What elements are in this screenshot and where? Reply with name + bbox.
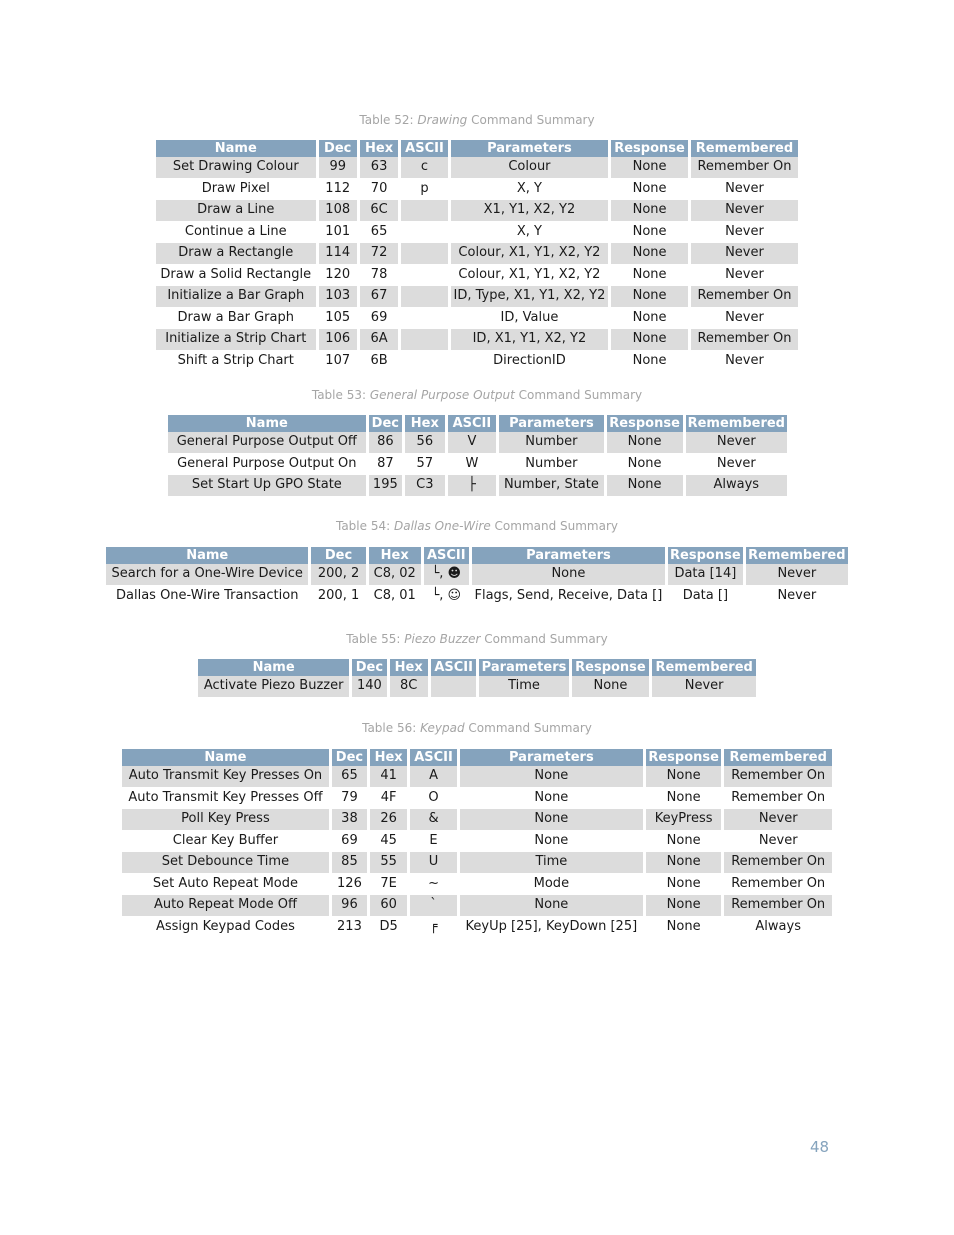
column-header-ascii: ASCII bbox=[410, 749, 457, 766]
table-row bbox=[122, 852, 832, 874]
cell-hex: C8, 02 bbox=[369, 564, 421, 586]
table-52-caption bbox=[0, 112, 954, 128]
cell-hex: 7E bbox=[370, 874, 407, 896]
cell-ascii: c bbox=[401, 157, 447, 179]
cell-dec: 38 bbox=[332, 809, 367, 831]
column-header-response: Response bbox=[572, 659, 650, 676]
drawing-command-table bbox=[153, 140, 801, 372]
table-row bbox=[198, 676, 756, 698]
cell-response: None bbox=[611, 179, 688, 201]
header-row bbox=[168, 415, 787, 432]
cell-dec: 200, 2 bbox=[311, 564, 365, 586]
cell-hex: 72 bbox=[360, 243, 398, 265]
cell-dec: 213 bbox=[332, 917, 367, 939]
table-row bbox=[156, 286, 798, 308]
cell-dec: 200, 1 bbox=[311, 586, 365, 608]
table-row bbox=[168, 475, 787, 497]
cell-dec: 85 bbox=[332, 852, 367, 874]
cell-hex: 69 bbox=[360, 308, 398, 330]
cell-remembered: Remember On bbox=[691, 157, 798, 179]
cell-remembered: Never bbox=[652, 676, 756, 698]
cell-ascii bbox=[401, 243, 447, 265]
table-row bbox=[106, 586, 848, 608]
cell-remembered: Never bbox=[746, 564, 848, 586]
column-header-hex: Hex bbox=[370, 749, 407, 766]
cell-hex: 55 bbox=[370, 852, 407, 874]
cell-name: Initialize a Bar Graph bbox=[156, 286, 316, 308]
column-header-name: Name bbox=[168, 415, 366, 432]
cell-remembered: Never bbox=[691, 265, 798, 287]
cell-response: None bbox=[646, 788, 722, 810]
cell-hex: 67 bbox=[360, 286, 398, 308]
column-header-hex: Hex bbox=[369, 547, 421, 564]
cell-dec: 79 bbox=[332, 788, 367, 810]
column-header-name: Name bbox=[156, 140, 316, 157]
cell-parameters: None bbox=[460, 788, 643, 810]
cell-ascii: └, ☺ bbox=[424, 586, 469, 608]
table-56-caption bbox=[0, 720, 954, 736]
column-header-hex: Hex bbox=[390, 659, 428, 676]
cell-remembered: Never bbox=[691, 222, 798, 244]
cell-dec: 105 bbox=[319, 308, 357, 330]
cell-remembered: Remember On bbox=[691, 286, 798, 308]
cell-name: Initialize a Strip Chart bbox=[156, 329, 316, 351]
cell-hex: 8C bbox=[390, 676, 428, 698]
cell-hex: 70 bbox=[360, 179, 398, 201]
column-header-ascii: ASCII bbox=[424, 547, 469, 564]
column-header-parameters: Parameters bbox=[499, 415, 603, 432]
column-header-remembered: Remembered bbox=[687, 416, 785, 431]
cell-response: None bbox=[611, 200, 688, 222]
cell-parameters: None bbox=[460, 831, 643, 853]
table-row bbox=[122, 788, 832, 810]
caption-topic: Dallas One-Wire bbox=[393, 519, 491, 533]
cell-ascii bbox=[401, 286, 447, 308]
caption-topic: Piezo Buzzer bbox=[404, 632, 481, 646]
cell-response: KeyPress bbox=[646, 809, 722, 831]
table-row bbox=[122, 831, 832, 853]
cell-name: Draw Pixel bbox=[156, 179, 316, 201]
cell-dec: 114 bbox=[319, 243, 357, 265]
table-55-caption bbox=[0, 631, 954, 647]
cell-dec: 69 bbox=[332, 831, 367, 853]
caption-topic: General Purpose Output bbox=[369, 388, 515, 402]
cell-dec: 96 bbox=[332, 895, 367, 917]
caption-suffix: Command Summary bbox=[467, 113, 595, 127]
cell-parameters: Mode bbox=[460, 874, 643, 896]
cell-remembered: Never bbox=[746, 586, 848, 608]
table-row bbox=[156, 329, 798, 351]
cell-dec: 140 bbox=[352, 676, 386, 698]
column-header-response: Response bbox=[611, 140, 688, 157]
cell-remembered: Remember On bbox=[724, 874, 832, 896]
table-row bbox=[106, 564, 848, 586]
cell-response: None bbox=[611, 243, 688, 265]
cell-hex: C8, 01 bbox=[369, 586, 421, 608]
cell-hex: 60 bbox=[370, 895, 407, 917]
cell-remembered: Remember On bbox=[724, 895, 832, 917]
table-row bbox=[156, 200, 798, 222]
column-header-response: Response bbox=[607, 415, 683, 432]
table-row bbox=[122, 895, 832, 917]
caption-topic: Keypad bbox=[420, 721, 465, 735]
cell-parameters: DirectionID bbox=[451, 351, 609, 373]
cell-response: None bbox=[572, 676, 650, 698]
column-header-response: Response bbox=[646, 749, 722, 766]
cell-name: Activate Piezo Buzzer bbox=[198, 676, 349, 698]
caption-suffix: Command Summary bbox=[490, 519, 619, 533]
column-header-dec: Dec bbox=[352, 659, 386, 676]
cell-response: None bbox=[646, 917, 722, 939]
cell-parameters: Colour bbox=[451, 157, 609, 179]
cell-response: None bbox=[646, 852, 722, 874]
cell-ascii bbox=[401, 200, 447, 222]
cell-remembered: Never bbox=[724, 831, 832, 853]
header-row bbox=[156, 140, 798, 157]
cell-parameters: KeyUp [25], KeyDown [25] bbox=[460, 917, 643, 939]
cell-remembered: Remember On bbox=[724, 852, 832, 874]
cell-dec: 126 bbox=[332, 874, 367, 896]
column-header-remembered: Remembered bbox=[652, 659, 756, 676]
page-number: 48 bbox=[810, 1138, 830, 1156]
cell-dec: 106 bbox=[319, 329, 357, 351]
column-header-ascii: ASCII bbox=[401, 140, 447, 157]
cell-parameters: Time bbox=[460, 852, 643, 874]
keypad-command-table bbox=[119, 749, 835, 938]
cell-response: None bbox=[611, 351, 688, 373]
table-row bbox=[156, 351, 798, 373]
table-row bbox=[168, 454, 787, 476]
cell-hex: 6C bbox=[360, 200, 398, 222]
cell-ascii: O bbox=[410, 788, 457, 810]
cell-ascii: E bbox=[410, 831, 457, 853]
cell-name: Auto Transmit Key Presses Off bbox=[122, 788, 329, 810]
cell-hex: 65 bbox=[360, 222, 398, 244]
cell-remembered: Remember On bbox=[691, 329, 798, 351]
cell-dec: 101 bbox=[319, 222, 357, 244]
column-header-hex: Hex bbox=[360, 140, 398, 157]
cell-ascii: A bbox=[410, 766, 457, 788]
cell-response: Data [14] bbox=[668, 564, 743, 586]
cell-ascii: ` bbox=[410, 895, 457, 917]
cell-name: Shift a Strip Chart bbox=[156, 351, 316, 373]
table-row bbox=[156, 157, 798, 179]
cell-response: None bbox=[611, 265, 688, 287]
cell-response: None bbox=[611, 329, 688, 351]
caption-suffix: Command Summary bbox=[464, 721, 592, 735]
header-row bbox=[122, 749, 832, 766]
cell-dec: 87 bbox=[369, 454, 402, 476]
cell-name: Assign Keypad Codes bbox=[122, 917, 329, 939]
cell-ascii: & bbox=[410, 809, 457, 831]
cell-hex: 6B bbox=[360, 351, 398, 373]
cell-parameters: X, Y bbox=[451, 222, 609, 244]
cell-ascii bbox=[401, 308, 447, 330]
cell-parameters: X1, Y1, X2, Y2 bbox=[451, 200, 609, 222]
cell-parameters: None bbox=[460, 895, 643, 917]
cell-ascii bbox=[401, 351, 447, 373]
column-header-dec: Dec bbox=[332, 749, 367, 766]
cell-ascii bbox=[401, 222, 447, 244]
cell-name: Draw a Rectangle bbox=[156, 243, 316, 265]
header-row bbox=[198, 659, 756, 676]
table-row bbox=[168, 432, 787, 454]
cell-response: None bbox=[611, 286, 688, 308]
caption-suffix: Command Summary bbox=[514, 388, 643, 402]
cell-name: Dallas One-Wire Transaction bbox=[106, 586, 308, 608]
cell-hex: 26 bbox=[370, 809, 407, 831]
cell-ascii: └, ☻ bbox=[424, 564, 469, 586]
cell-remembered: Never bbox=[686, 454, 787, 476]
cell-parameters: X, Y bbox=[451, 179, 609, 201]
cell-name: Poll Key Press bbox=[122, 809, 329, 831]
column-header-name: Name bbox=[106, 547, 308, 564]
column-header-name: Name bbox=[122, 749, 329, 766]
header-row bbox=[106, 547, 848, 564]
one-wire-command-table bbox=[103, 547, 851, 607]
cell-ascii bbox=[401, 329, 447, 351]
caption-prefix: Table 55: bbox=[346, 632, 405, 646]
cell-parameters: ID, Value bbox=[451, 308, 609, 330]
cell-ascii bbox=[431, 676, 477, 698]
cell-response: None bbox=[611, 308, 688, 330]
column-header-response: Response bbox=[668, 547, 743, 564]
cell-hex: 63 bbox=[360, 157, 398, 179]
cell-parameters: Number bbox=[499, 454, 603, 476]
cell-dec: 108 bbox=[319, 200, 357, 222]
column-header-dec: Dec bbox=[319, 140, 357, 157]
cell-name: Clear Key Buffer bbox=[122, 831, 329, 853]
column-header-remembered: Remembered bbox=[746, 547, 848, 564]
cell-hex: 41 bbox=[370, 766, 407, 788]
column-header-parameters: Parameters bbox=[479, 659, 568, 676]
cell-parameters: ID, Type, X1, Y1, X2, Y2 bbox=[451, 286, 609, 308]
cell-hex: 6A bbox=[360, 329, 398, 351]
cell-response: None bbox=[646, 766, 722, 788]
cell-ascii: ╒ bbox=[410, 917, 457, 939]
column-header-remembered: Remembered bbox=[691, 140, 798, 157]
column-header-name: Name bbox=[198, 659, 349, 676]
column-header-parameters: Parameters bbox=[472, 547, 665, 564]
column-header-hex: Hex bbox=[405, 415, 445, 432]
table-row bbox=[156, 179, 798, 201]
cell-response: None bbox=[607, 454, 683, 476]
column-header-parameters: Parameters bbox=[460, 749, 643, 766]
caption-prefix: Table 52: bbox=[359, 113, 418, 127]
table-row bbox=[122, 766, 832, 788]
cell-response: None bbox=[646, 895, 722, 917]
cell-name: Auto Repeat Mode Off bbox=[122, 895, 329, 917]
cell-response: None bbox=[611, 222, 688, 244]
cell-remembered: Always bbox=[686, 475, 787, 497]
caption-topic: Drawing bbox=[417, 113, 468, 127]
cell-name: Set Start Up GPO State bbox=[168, 475, 366, 497]
cell-response: None bbox=[646, 874, 722, 896]
cell-parameters: None bbox=[472, 564, 665, 586]
cell-hex: 4F bbox=[370, 788, 407, 810]
cell-remembered: Never bbox=[691, 351, 798, 373]
cell-parameters: Number bbox=[499, 432, 603, 454]
cell-parameters: Flags, Send, Receive, Data [] bbox=[472, 586, 665, 608]
cell-hex: 78 bbox=[360, 265, 398, 287]
cell-dec: 103 bbox=[319, 286, 357, 308]
cell-remembered: Never bbox=[691, 179, 798, 201]
cell-name: Search for a One-Wire Device bbox=[106, 564, 308, 586]
cell-parameters: Colour, X1, Y1, X2, Y2 bbox=[451, 265, 609, 287]
column-header-dec: Dec bbox=[311, 547, 365, 564]
table-row bbox=[156, 308, 798, 330]
cell-ascii: p bbox=[401, 179, 447, 201]
table-row bbox=[122, 917, 832, 939]
caption-prefix: Table 53: bbox=[311, 388, 370, 402]
caption-prefix: Table 56: bbox=[362, 721, 421, 735]
cell-remembered: Never bbox=[691, 243, 798, 265]
cell-remembered: Always bbox=[724, 917, 832, 939]
cell-name: Set Debounce Time bbox=[122, 852, 329, 874]
column-header-remembered: Remembered bbox=[724, 749, 832, 766]
cell-name: Draw a Bar Graph bbox=[156, 308, 316, 330]
cell-response: Data [] bbox=[668, 586, 743, 608]
cell-remembered: Never bbox=[691, 308, 798, 330]
cell-remembered: Never bbox=[724, 809, 832, 831]
cell-remembered: Never bbox=[686, 432, 787, 454]
cell-name: Draw a Line bbox=[156, 200, 316, 222]
cell-ascii: W bbox=[448, 454, 497, 476]
cell-name: Set Auto Repeat Mode bbox=[122, 874, 329, 896]
cell-ascii: U bbox=[410, 852, 457, 874]
caption-prefix: Table 54: bbox=[335, 519, 394, 533]
table-row bbox=[122, 874, 832, 896]
column-header-parameters: Parameters bbox=[451, 140, 609, 157]
cell-ascii: V bbox=[448, 432, 497, 454]
cell-name: Set Drawing Colour bbox=[156, 157, 316, 179]
cell-dec: 65 bbox=[332, 766, 367, 788]
cell-response: None bbox=[607, 432, 683, 454]
table-row bbox=[122, 809, 832, 831]
cell-response: None bbox=[611, 157, 688, 179]
cell-remembered: Never bbox=[691, 200, 798, 222]
column-header-ascii: ASCII bbox=[431, 659, 477, 676]
cell-parameters: Time bbox=[479, 676, 568, 698]
piezo-command-table bbox=[195, 659, 759, 698]
cell-hex: 45 bbox=[370, 831, 407, 853]
gpo-command-table bbox=[165, 415, 790, 497]
caption-suffix: Command Summary bbox=[480, 632, 608, 646]
cell-hex: 56 bbox=[405, 432, 445, 454]
cell-parameters: None bbox=[460, 766, 643, 788]
cell-hex: C3 bbox=[405, 475, 445, 497]
cell-ascii bbox=[401, 265, 447, 287]
cell-remembered: Remember On bbox=[724, 788, 832, 810]
cell-response: None bbox=[607, 475, 683, 497]
table-row bbox=[156, 222, 798, 244]
cell-name: General Purpose Output On bbox=[168, 454, 366, 476]
cell-ascii: ~ bbox=[410, 874, 457, 896]
column-header-ascii: ASCII bbox=[448, 415, 497, 432]
table-53-caption bbox=[0, 387, 954, 403]
cell-name: General Purpose Output Off bbox=[168, 432, 366, 454]
cell-parameters: Number, State bbox=[499, 475, 603, 497]
cell-dec: 107 bbox=[319, 351, 357, 373]
cell-dec: 86 bbox=[369, 432, 402, 454]
cell-dec: 195 bbox=[369, 475, 402, 497]
cell-hex: 57 bbox=[405, 454, 445, 476]
cell-hex: D5 bbox=[370, 917, 407, 939]
cell-dec: 112 bbox=[319, 179, 357, 201]
cell-ascii: ├ bbox=[448, 475, 497, 497]
cell-parameters: ID, X1, Y1, X2, Y2 bbox=[451, 329, 609, 351]
cell-parameters: None bbox=[460, 809, 643, 831]
cell-dec: 120 bbox=[319, 265, 357, 287]
cell-name: Auto Transmit Key Presses On bbox=[122, 766, 329, 788]
cell-dec: 99 bbox=[319, 157, 357, 179]
cell-remembered: Remember On bbox=[724, 766, 832, 788]
cell-response: None bbox=[646, 831, 722, 853]
cell-name: Continue a Line bbox=[156, 222, 316, 244]
cell-parameters: Colour, X1, Y1, X2, Y2 bbox=[451, 243, 609, 265]
table-row bbox=[156, 243, 798, 265]
cell-name: Draw a Solid Rectangle bbox=[156, 265, 316, 287]
table-54-caption bbox=[0, 518, 954, 534]
column-header-dec: Dec bbox=[369, 415, 402, 432]
table-row bbox=[156, 265, 798, 287]
